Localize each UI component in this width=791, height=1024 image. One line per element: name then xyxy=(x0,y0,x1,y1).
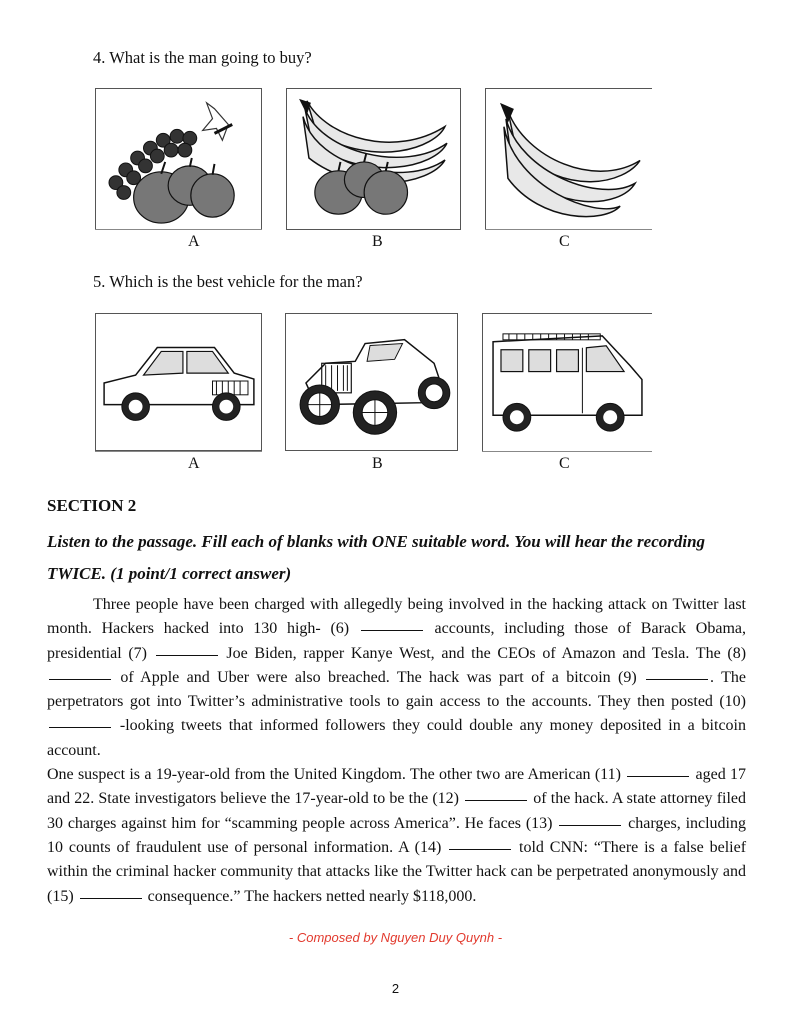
grapes-apples-illustration xyxy=(96,89,261,229)
passage-text: -looking tweets that informed followers they could double any money deposited in a bitcoin account. xyxy=(47,717,746,759)
blank-9[interactable] xyxy=(646,678,708,680)
passage-paragraph-2 xyxy=(47,763,746,909)
blank-11[interactable] xyxy=(627,775,689,777)
passage-text: of Apple and Uber were also breached. The hack was part of a bitcoin (9) xyxy=(120,668,637,686)
passage-text: of the hack. A state attorney filed 30 charges against him for “scamming people across America”. He faces (13) xyxy=(47,790,747,832)
question-5-text: 5. Which is the best vehicle for the man? xyxy=(93,272,363,291)
blank-15[interactable] xyxy=(80,897,142,899)
passage-text: aged 17 and 22. State investigators believe the 17-year-old to be the (12) xyxy=(47,766,747,808)
question-4-text: 4. What is the man going to buy? xyxy=(93,48,312,67)
q4-option-b-image xyxy=(286,88,461,230)
passage-text: Three people have been charged with allegedly being involved in the hacking attack on Twitter last month. Hackers hacked into 130 high- (6) xyxy=(47,596,746,638)
q4-option-a-label: A xyxy=(188,233,200,250)
passage-paragraph-1 xyxy=(47,593,746,763)
blank-8[interactable] xyxy=(49,678,111,680)
bananas-illustration xyxy=(486,89,652,230)
passage-text: told CNN: “There is a false belief within the criminal hacker community that attacks like the Twitter hack can be perpetrated anonymously and (15) xyxy=(47,838,747,905)
q5-option-a-label: A xyxy=(188,455,200,472)
blank-7[interactable] xyxy=(156,654,218,656)
section-instruction-line2: TWICE. (1 point/1 correct answer) xyxy=(47,564,292,583)
blank-13[interactable] xyxy=(559,824,621,826)
vintage-car-illustration xyxy=(286,314,457,450)
q4-divider-c xyxy=(485,229,652,230)
sedan-car-illustration xyxy=(96,314,261,450)
q4-option-a-image xyxy=(95,88,262,230)
q5-divider xyxy=(95,451,262,452)
q5-option-b-image xyxy=(285,313,458,451)
q5-option-c-label: C xyxy=(559,455,570,472)
blank-14[interactable] xyxy=(449,848,511,850)
passage-text: accounts, including those of Barack Obama, presidential (7) xyxy=(47,620,747,662)
blank-10[interactable] xyxy=(49,726,111,728)
passage-text: One suspect is a 19-year-old from the United Kingdom. The other two are American (11) xyxy=(47,766,621,784)
minivan-illustration xyxy=(483,314,652,451)
q4-option-b-label: B xyxy=(372,233,383,250)
q4-divider xyxy=(95,229,262,230)
bananas-apples-illustration xyxy=(287,89,460,229)
q5-option-c-image xyxy=(482,313,652,451)
passage-text: Joe Biden, rapper Kanye West, and the CEOs of Amazon and Tesla. The (8) xyxy=(226,644,747,662)
q4-option-c-label: C xyxy=(559,233,570,250)
q5-option-b-label: B xyxy=(372,455,383,472)
author-credit: - Composed by Nguyen Duy Quynh - xyxy=(288,930,503,945)
section-instruction-line1: Listen to the passage. Fill each of blanks with ONE suitable word. You will hear the recording xyxy=(47,532,706,551)
section-title: SECTION 2 xyxy=(47,496,137,515)
passage-text: consequence.” The hackers netted nearly $118,000. xyxy=(147,887,477,905)
passage-text: charges, including 10 counts of fraudulent use of personal information. A (14) xyxy=(47,814,747,856)
q4-option-c-image xyxy=(485,88,652,230)
passage-text: . The perpetrators got into Twitter’s administrative tools to gain access to the accounts. They then posted (10) xyxy=(47,668,746,711)
q5-divider-c xyxy=(482,451,652,452)
blank-12[interactable] xyxy=(465,799,527,801)
page-number: 2 xyxy=(391,981,400,996)
passage xyxy=(47,593,746,909)
blank-6[interactable] xyxy=(361,629,423,631)
q5-option-a-image xyxy=(95,313,262,451)
